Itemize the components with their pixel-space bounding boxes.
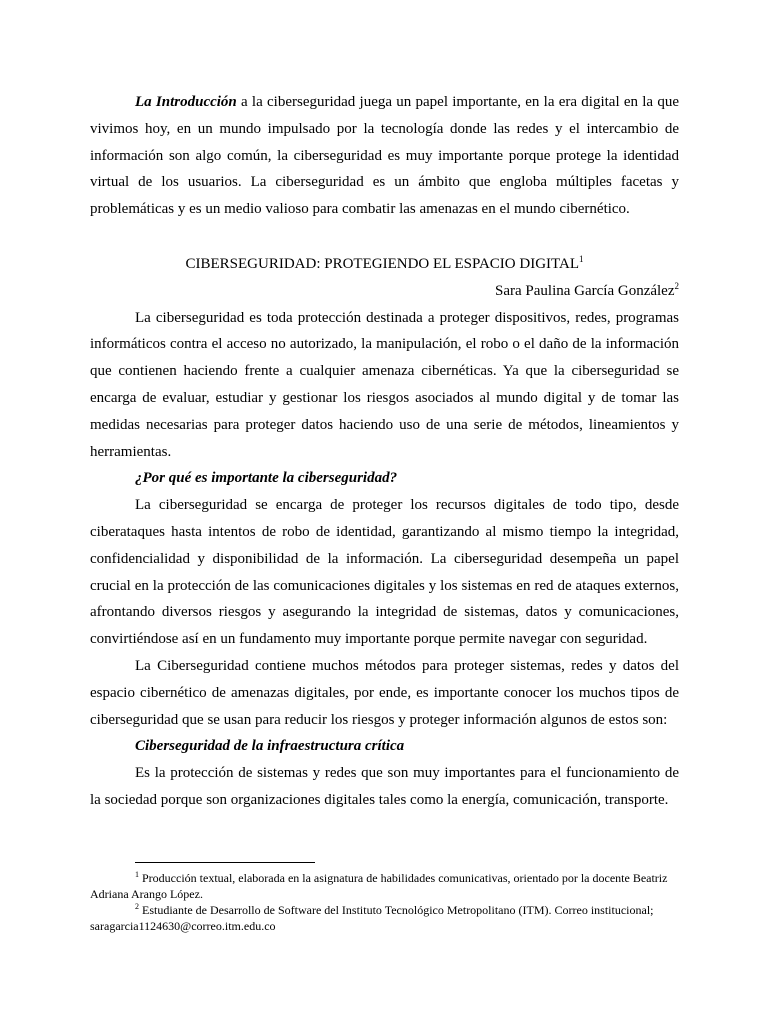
- author-name: Sara Paulina García González: [495, 282, 675, 299]
- intro-text: a la ciberseguridad juega un papel importante, en la era digital en la que vivimos hoy, en un mundo impulsado por la tecnología donde las redes y el intercambio de información son algo común, la ciberseguridad es muy importante porque protege la identidad virtual de los usuarios. La ciberseguridad es un ámbito que engloba múltiples facetas y problemáticas y es un medio valioso para combatir las amenazas en el mundo cibernético.: [90, 94, 679, 218]
- footnote-2: [90, 902, 679, 934]
- paragraph-2: La ciberseguridad se encarga de proteger los recursos digitales de todo tipo, desde ciberataques hasta intentos de robo de identidad, garantizando al mismo tiempo la integridad, confidencialidad y disponibilidad de la información. La ciberseguridad desempeña un papel crucial en la protección de las comunicaciones digitales y los sistemas en red de ataques externos, afrontando diversos riesgos y asegurando la integridad de sistemas, datos y comunicaciones, convirtiéndose así en un fundamento muy importante porque permite navegar con seguridad.: [90, 497, 679, 648]
- intro-lead: La Introducción: [135, 94, 237, 110]
- title-footnote-ref: 1: [579, 254, 584, 264]
- intro-paragraph: [90, 89, 679, 223]
- author-footnote-ref: 2: [674, 280, 679, 291]
- author-line: [90, 278, 679, 305]
- footnote-separator: [135, 862, 315, 863]
- paragraph-4: Es la protección de sistemas y redes que son muy importantes para el funcionamiento de la sociedad porque son organizaciones digitales tales como la energía, comunicación, transporte.: [90, 765, 679, 808]
- heading-critical-infrastructure: Ciberseguridad de la infraestructura crítica: [135, 738, 405, 755]
- paragraph-1: La ciberseguridad es toda protección destinada a proteger dispositivos, redes, programas informáticos contra el acceso no autorizado, la manipulación, el robo o el daño de la información que contienen haciendo frente a cualquier amenaza cibernéticas. Ya que la ciberseguridad se encarga de evaluar, estudiar y gestionar los riesgos asociados al mundo digital y de tomar las medidas necesarias para proteger datos haciendo uso de una serie de métodos, lineamientos y herramientas.: [90, 309, 679, 460]
- document-title: [90, 251, 679, 278]
- intro-section: [90, 89, 679, 223]
- footnote-1: [90, 870, 679, 902]
- heading-why-important: ¿Por qué es importante la ciberseguridad?: [135, 470, 398, 487]
- paragraph-3: La Ciberseguridad contiene muchos métodos para proteger sistemas, redes y datos del espacio cibernético de amenazas digitales, por ende, es importante conocer los muchos tipos de ciberseguridad que se usan para reducir los riesgos y proteger información algunos de estos son:: [90, 657, 679, 728]
- main-section: [90, 251, 679, 814]
- footnote-1-number: 1: [135, 870, 139, 879]
- footnote-1-text: Producción textual, elaborada en la asignatura de habilidades comunicativas, orientado por la docente Beatriz Adriana Arango López.: [90, 871, 668, 901]
- title-text: CIBERSEGURIDAD: PROTEGIENDO EL ESPACIO DIGITAL: [185, 256, 579, 272]
- footnote-2-text: Estudiante de Desarrollo de Software del Instituto Tecnológico Metropolitano (ITM). Correo institucional; saragarcia1124630@correo.itm.edu.co: [90, 903, 654, 933]
- footnotes: [90, 870, 679, 934]
- footnote-2-number: 2: [135, 902, 139, 911]
